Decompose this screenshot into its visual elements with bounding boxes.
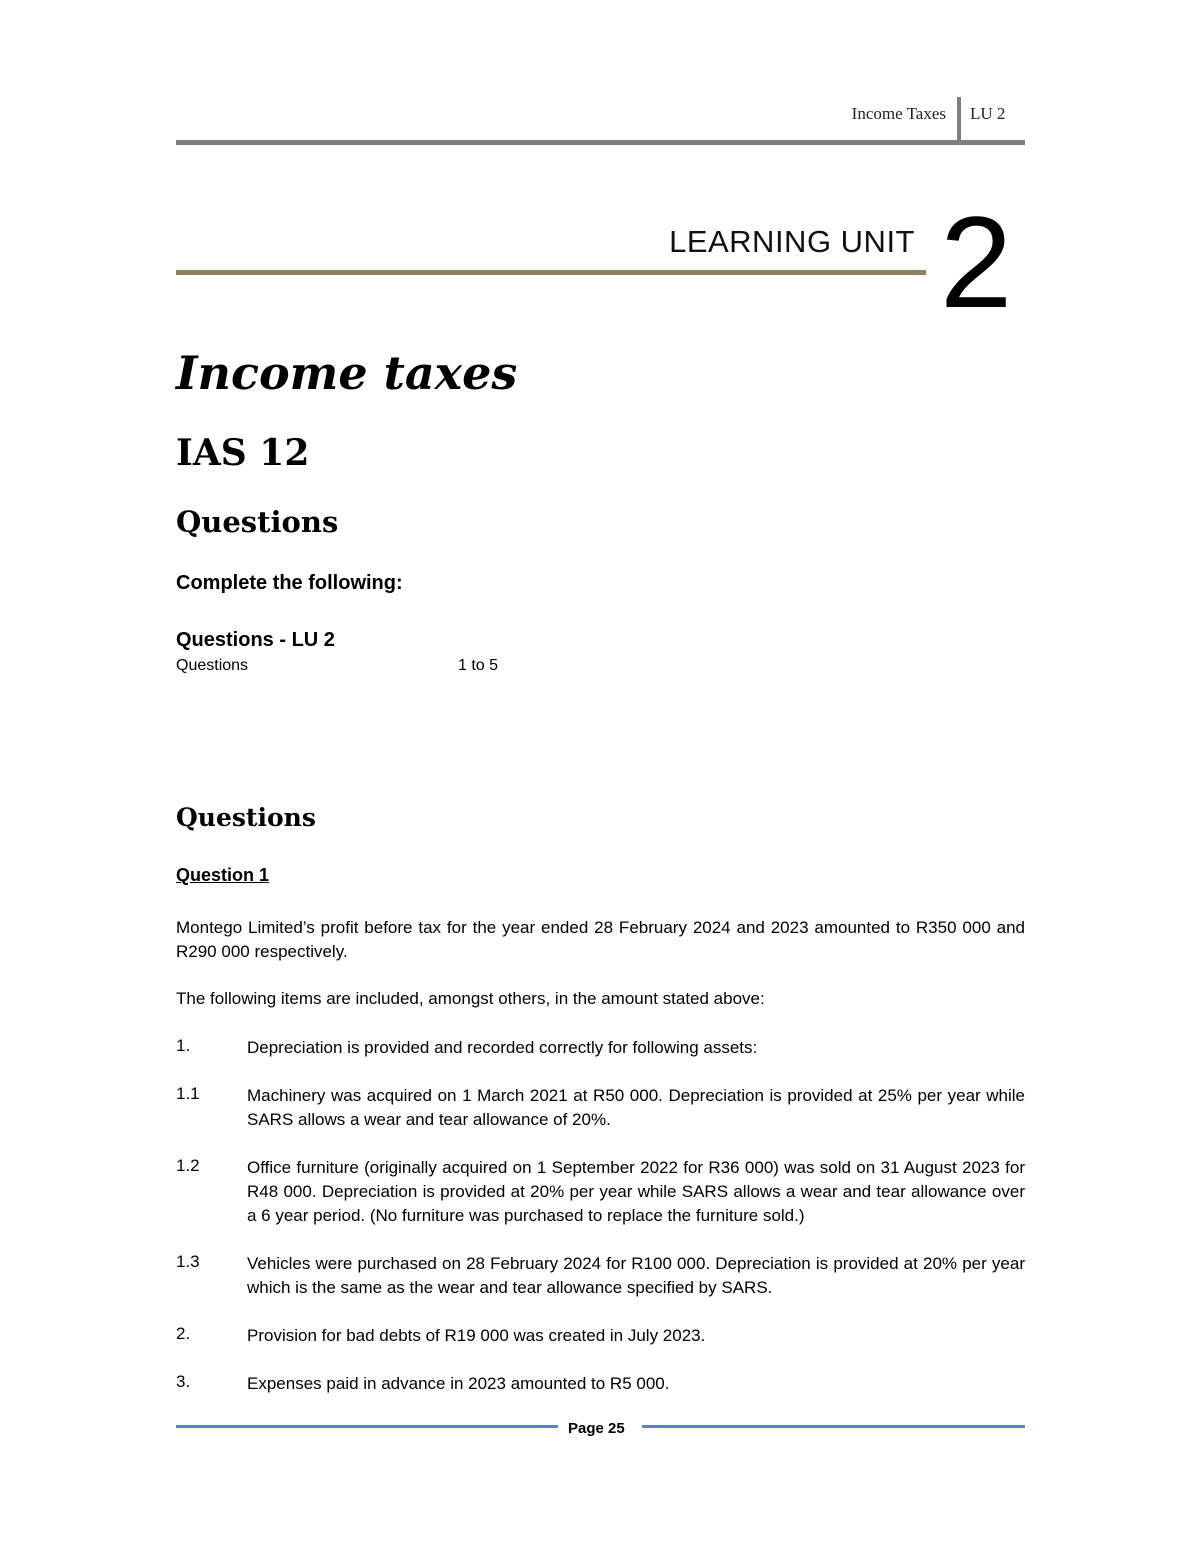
complete-label: Complete the following: [176,572,403,594]
footer-rule-right [642,1425,1025,1428]
standard-heading: IAS 12 [176,432,310,474]
learning-unit-rule [176,270,926,275]
item-number: 3. [176,1372,191,1391]
running-header-section: Income Taxes [851,104,946,123]
item-number: 1.3 [176,1252,200,1271]
questions-heading-2: Questions [176,803,316,832]
item-text: Expenses paid in advance in 2023 amounted to R5 000. [247,1374,670,1393]
item-number: 1. [176,1036,191,1055]
question-1-intro: Montego Limited’s profit before tax for the year ended 28 February 2024 and 2023 amounted to R350 000 and R290 000 respectively. [176,918,1025,961]
item-number: 1.2 [176,1156,200,1175]
question-1-lead: The following items are included, amongst others, in the amount stated above: [176,989,765,1008]
question-1-heading: Question 1 [176,865,270,885]
questions-range-value: 1 to 5 [458,657,499,674]
learning-unit-number: 2 [940,189,1013,335]
questions-heading: Questions [176,505,339,539]
learning-unit-label: LEARNING UNIT [669,224,915,259]
item-text: Depreciation is provided and recorded correctly for following assets: [247,1038,758,1057]
item-text: Machinery was acquired on 1 March 2021 at R50 000. Depreciation is provided at 25% per year while SARS allows a wear and tear allowance of 20%. [247,1086,1025,1129]
item-number: 1.1 [176,1084,200,1103]
item-text: Office furniture (originally acquired on 1 September 2022 for R36 000) was sold on 31 August 2023 for R48 000. Depreciation is provided at 20% per year while SARS allows a wear and tear allowance over a 6 year period. (No furniture was purchased to replace the furniture sold.) [247,1158,1025,1225]
questions-range-label: Questions [176,657,249,674]
footer-rule-left [176,1425,558,1428]
running-header-unit: LU 2 [970,104,1006,123]
page-number: Page 25 [568,1420,625,1437]
item-text: Provision for bad debts of R19 000 was created in July 2023. [247,1326,706,1345]
header-divider [957,97,961,141]
header-rule [176,140,1025,145]
item-text: Vehicles were purchased on 28 February 2024 for R100 000. Depreciation is provided at 20% per year which is the same as the wear and tear allowance specified by SARS. [247,1254,1025,1297]
questions-lu-label: Questions - LU 2 [176,629,335,651]
page-title: Income taxes [176,346,518,400]
item-number: 2. [176,1324,191,1343]
